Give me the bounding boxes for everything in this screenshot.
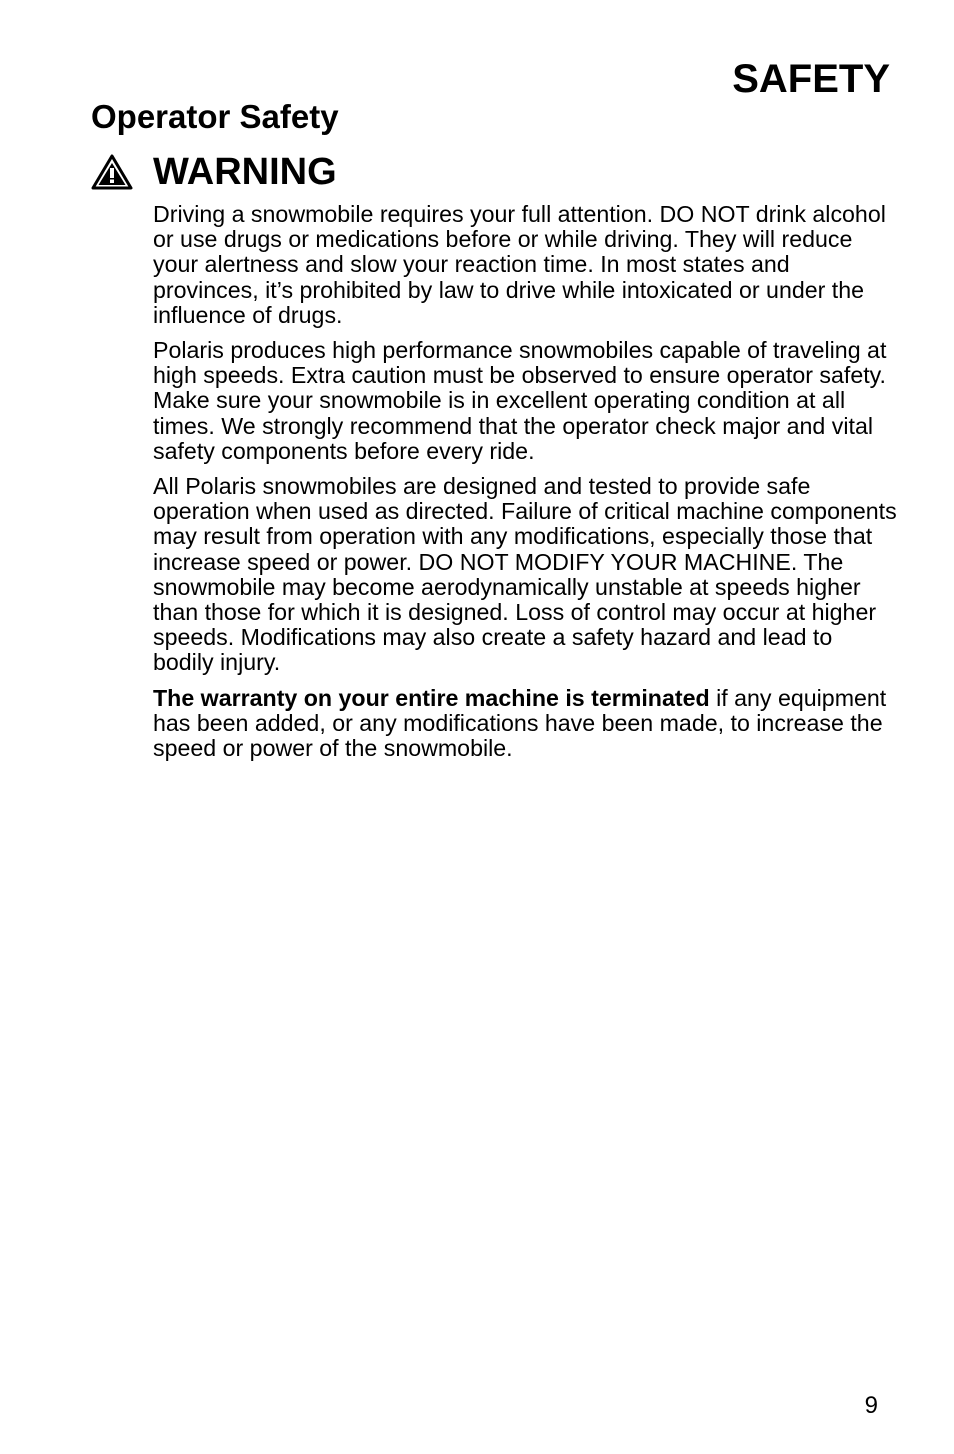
warning-triangle-icon (91, 154, 133, 190)
paragraph-modifications: All Polaris snowmobiles are designed and tested to provide safe operation when used as directed. Failure of critical machine components may result from operation with any modifications, especially those that increase speed or power. DO NOT MODIFY YOUR MACHINE. The snowmobile may become aerodynamically unstable at speeds higher than those for which it is designed. Loss of control may occur at higher speeds. Modifications may also create a safety hazard and lead to bodily injury. (153, 473, 897, 676)
warning-body (153, 202, 898, 771)
warning-heading (91, 148, 337, 196)
warning-label: WARNING (153, 151, 337, 193)
warranty-bold-text: The warranty on your entire machine is terminated (153, 684, 710, 711)
section-header: SAFETY (732, 57, 890, 101)
paragraph-performance: Polaris produces high performance snowmobiles capable of traveling at high speeds. Extra caution must be observed to ensure operator safety. Make sure your snowmobile is in excellent operating condition at all times. We strongly recommend that the operator check major and vital safety components before every ride. (153, 337, 887, 464)
paragraph-attention: Driving a snowmobile requires your full attention. DO NOT drink alcohol or use drugs or medications before or while driving. They will reduce your alertness and slow your reaction time. In most states and provinces, it’s prohibited by law to drive while intoxicated or under the influence of drugs. (153, 201, 886, 328)
paragraph-warranty (153, 686, 898, 762)
page-number: 9 (864, 1392, 878, 1419)
page-title: Operator Safety (91, 98, 339, 135)
warranty-text: if any equipment has been added, or any modifications have been made, to increase the speed or power of the snowmobile. (153, 684, 887, 762)
